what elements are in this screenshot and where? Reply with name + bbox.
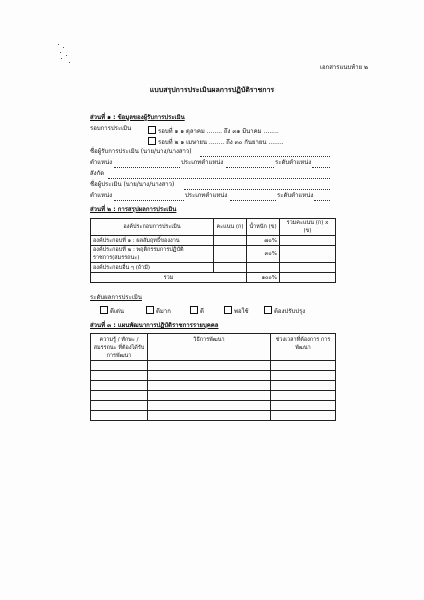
summary-total-row bbox=[91, 273, 336, 283]
weight-cell bbox=[247, 263, 280, 273]
round2-text: รอบที่ ๒ ๑ เมษายน ........ ถึง ๓๐ กันยายน ........ bbox=[158, 139, 284, 146]
total-cell[interactable] bbox=[280, 236, 336, 246]
type-field[interactable] bbox=[226, 167, 274, 168]
development-plan-table bbox=[90, 333, 336, 421]
table-row bbox=[91, 401, 336, 411]
position-field[interactable] bbox=[114, 167, 180, 168]
row-label: องค์ประกอบที่ ๒ : พฤติกรรมการปฏิบัติราชการ(สมรรถนะ) bbox=[91, 246, 214, 263]
type-label: ประเภทตำแหน่ง bbox=[181, 159, 224, 166]
level2-label: ระดับตำแหน่ง bbox=[277, 192, 314, 199]
level-option-good[interactable] bbox=[190, 306, 204, 315]
level-label: ระดับตำแหน่ง bbox=[275, 159, 312, 166]
round1-text: รอบที่ ๑ ๑ ตุลาคม ........ ถึง ๓๑ มีนาคม ........ bbox=[158, 128, 279, 135]
level-option-label: ดีเด่น bbox=[110, 308, 124, 315]
level-checkbox[interactable] bbox=[190, 306, 198, 314]
level-option-label: ต้องปรับปรุง bbox=[274, 308, 306, 315]
period-cell[interactable] bbox=[271, 381, 336, 391]
method-cell[interactable] bbox=[148, 401, 271, 411]
score-cell[interactable] bbox=[214, 236, 247, 246]
period-cell[interactable] bbox=[271, 401, 336, 411]
skills-cell[interactable] bbox=[91, 391, 148, 401]
name-label: ชื่อผู้รับการประเมิน (นาย/นาง/นางสาว) bbox=[90, 148, 192, 155]
level-option-label: ดี bbox=[200, 308, 204, 315]
period-cell[interactable] bbox=[271, 411, 336, 421]
plan-header-period: ช่วงเวลาที่ต้องการ การพัฒนา bbox=[271, 334, 336, 361]
name-field[interactable] bbox=[200, 156, 330, 157]
row-label: องค์ประกอบที่ ๑ : ผลสัมฤทธิ์ของงาน bbox=[91, 236, 214, 246]
table-row bbox=[91, 391, 336, 401]
round2-checkbox[interactable] bbox=[148, 137, 156, 145]
document-reference: เอกสารแนบท้าย ๒ bbox=[319, 64, 368, 71]
section2-heading: ส่วนที่ ๒ : การสรุปผลการประเมิน bbox=[90, 206, 177, 213]
period-cell[interactable] bbox=[271, 371, 336, 381]
section3-heading: ส่วนที่ ๓ : แผนพัฒนาการปฏิบัติราชการรายบุคคล bbox=[90, 322, 219, 329]
table-row bbox=[91, 381, 336, 391]
total-label: รวม bbox=[91, 273, 247, 283]
type2-field[interactable] bbox=[230, 200, 276, 201]
position2-label: ตำแหน่ง bbox=[90, 192, 113, 199]
affiliation-field[interactable] bbox=[108, 178, 330, 179]
document-title: แบบสรุปการประเมินผลการปฏิบัติราชการ bbox=[149, 86, 275, 94]
total-cell[interactable] bbox=[280, 263, 336, 273]
skills-cell[interactable] bbox=[91, 361, 148, 371]
table-row bbox=[91, 236, 336, 246]
level2-field[interactable] bbox=[314, 200, 330, 201]
evaluator-field[interactable] bbox=[184, 189, 330, 190]
level-checkbox[interactable] bbox=[224, 306, 232, 314]
table-row bbox=[91, 246, 336, 263]
levels-heading: ระดับผลการประเมิน bbox=[90, 294, 142, 301]
weight-cell: ๓๐% bbox=[247, 246, 280, 263]
method-cell[interactable] bbox=[148, 381, 271, 391]
table-row bbox=[91, 371, 336, 381]
summary-header-total: รวมคะแนน (ก) x (ข) bbox=[280, 219, 336, 236]
position2-field[interactable] bbox=[114, 200, 184, 201]
level-option-very-good[interactable] bbox=[146, 306, 171, 315]
level-checkbox[interactable] bbox=[100, 306, 108, 314]
summary-table bbox=[90, 218, 336, 283]
score-cell[interactable] bbox=[214, 246, 247, 263]
method-cell[interactable] bbox=[148, 411, 271, 421]
round2-option[interactable] bbox=[148, 137, 284, 146]
summary-header-weight: น้ำหนัก (ข) bbox=[247, 219, 280, 236]
summary-header-component: องค์ประกอบการประเมิน bbox=[91, 219, 214, 236]
round1-option[interactable] bbox=[148, 126, 279, 135]
method-cell[interactable] bbox=[148, 361, 271, 371]
row-label: องค์ประกอบอื่น ๆ (ถ้ามี) bbox=[91, 263, 214, 273]
level-field[interactable] bbox=[312, 167, 330, 168]
skills-cell[interactable] bbox=[91, 381, 148, 391]
table-row bbox=[91, 361, 336, 371]
summary-header-row bbox=[91, 219, 336, 236]
method-cell[interactable] bbox=[148, 371, 271, 381]
grand-total-cell[interactable] bbox=[280, 273, 336, 283]
skills-cell[interactable] bbox=[91, 401, 148, 411]
total-weight: ๑๐๐% bbox=[247, 273, 280, 283]
section1-heading: ส่วนที่ ๑ : ข้อมูลของผู้รับการประเมิน bbox=[90, 114, 185, 121]
period-cell[interactable] bbox=[271, 361, 336, 371]
level-checkbox[interactable] bbox=[264, 306, 272, 314]
skills-cell[interactable] bbox=[91, 371, 148, 381]
level-option-fair[interactable] bbox=[224, 306, 249, 315]
level-option-improve[interactable] bbox=[264, 306, 305, 315]
summary-header-score: คะแนน (ก) bbox=[214, 219, 247, 236]
type2-label: ประเภทตำแหน่ง bbox=[185, 192, 228, 199]
affiliation-label: สังกัด bbox=[90, 170, 105, 177]
total-cell[interactable] bbox=[280, 246, 336, 263]
round1-checkbox[interactable] bbox=[148, 126, 156, 134]
skills-cell[interactable] bbox=[91, 411, 148, 421]
method-cell[interactable] bbox=[148, 391, 271, 401]
period-cell[interactable] bbox=[271, 391, 336, 401]
table-row bbox=[91, 411, 336, 421]
plan-header-skills: ความรู้ / ทักษะ / สมรรถนะ ที่ต้องได้รับการพัฒนา bbox=[91, 334, 148, 361]
evaluator-label: ชื่อผู้ประเมิน (นาย/นาง/นางสาว) bbox=[90, 181, 175, 188]
plan-header-method: วิธีการพัฒนา bbox=[148, 334, 271, 361]
score-cell[interactable] bbox=[214, 263, 247, 273]
level-option-excellent[interactable] bbox=[100, 306, 124, 315]
position-label: ตำแหน่ง bbox=[90, 159, 113, 166]
weight-cell: ๗๐% bbox=[247, 236, 280, 246]
round-label: รอบการประเมิน bbox=[90, 125, 132, 132]
level-option-label: พอใช้ bbox=[234, 308, 249, 315]
plan-header-row bbox=[91, 334, 336, 361]
table-row bbox=[91, 263, 336, 273]
level-option-label: ดีมาก bbox=[156, 308, 171, 315]
level-checkbox[interactable] bbox=[146, 306, 154, 314]
